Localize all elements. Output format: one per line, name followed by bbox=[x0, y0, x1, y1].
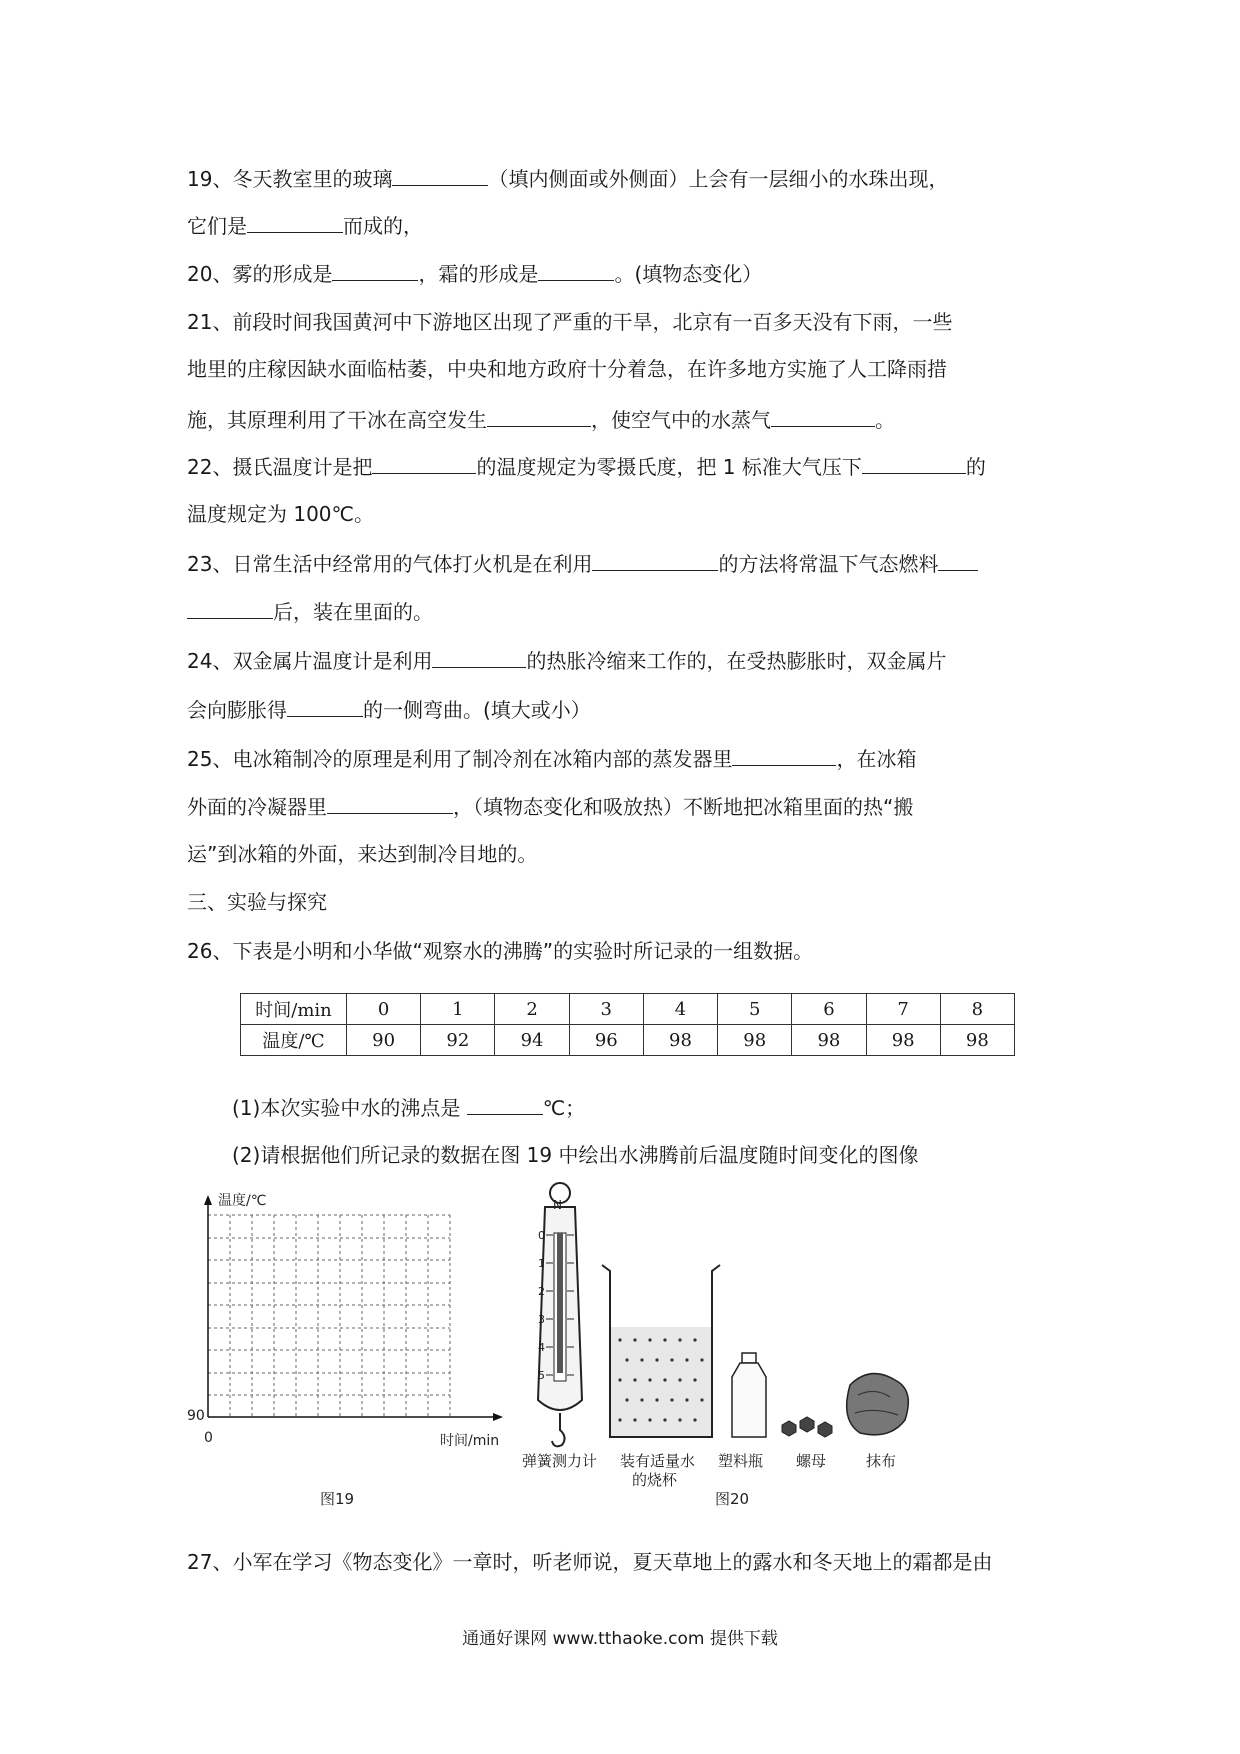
table-cell: 94 bbox=[495, 1025, 569, 1056]
scale-tick: 1 bbox=[538, 1257, 545, 1270]
scale-tick: 3 bbox=[538, 1313, 545, 1326]
table-cell: 90 bbox=[347, 1025, 421, 1056]
table-row-time bbox=[241, 994, 1015, 1025]
answer-blank[interactable] bbox=[332, 258, 418, 281]
q20-line: 20、雾的形成是 ，霜的形成是 。(填物态变化） bbox=[187, 258, 762, 288]
table-cell: 3 bbox=[569, 994, 643, 1025]
page-footer: 通通好课网 www.tthaoke.com 提供下载 bbox=[462, 1629, 778, 1649]
table-cell: 6 bbox=[792, 994, 866, 1025]
boiling-data-table bbox=[240, 993, 1015, 1056]
answer-blank[interactable] bbox=[187, 596, 273, 619]
scale-tick: 2 bbox=[538, 1285, 545, 1298]
figure-20-apparatus bbox=[510, 1175, 930, 1465]
table-cell: 98 bbox=[792, 1025, 866, 1056]
q23-line2: 后，装在里面的。 bbox=[187, 596, 433, 626]
q21-line1: 21、前段时间我国黄河中下游地区出现了严重的干旱，北京有一百多天没有下雨，一些 bbox=[187, 310, 953, 334]
table-cell: 98 bbox=[643, 1025, 717, 1056]
answer-blank[interactable] bbox=[467, 1092, 543, 1115]
section-heading: 三、实验与探究 bbox=[187, 890, 327, 914]
table-cell: 4 bbox=[643, 994, 717, 1025]
answer-blank[interactable] bbox=[771, 404, 875, 427]
q19-line2: 它们是 而成的， bbox=[187, 210, 423, 240]
answer-blank[interactable] bbox=[327, 791, 453, 814]
answer-blank[interactable] bbox=[372, 451, 476, 474]
fig19-xlabel: 时间/min bbox=[440, 1433, 500, 1449]
cloth-icon bbox=[847, 1374, 909, 1435]
answer-blank[interactable] bbox=[392, 163, 488, 186]
scale-unit-label: N bbox=[553, 1198, 562, 1212]
q24-line2: 会向膨胀得 的一侧弯曲。(填大或小） bbox=[187, 694, 591, 724]
table-cell: 8 bbox=[940, 994, 1014, 1025]
scale-tick: 4 bbox=[538, 1341, 545, 1354]
table-header-temp: 温度/℃ bbox=[241, 1025, 347, 1056]
nut-label: 螺母 bbox=[796, 1452, 827, 1470]
q25-line1: 25、电冰箱制冷的原理是利用了制冷剂在冰箱内部的蒸发器里 ，在冰箱 bbox=[187, 743, 916, 773]
table-cell: 2 bbox=[495, 994, 569, 1025]
beaker-label-line2: 的烧杯 bbox=[632, 1471, 678, 1489]
plastic-bottle-icon bbox=[732, 1353, 766, 1437]
answer-blank[interactable] bbox=[938, 548, 978, 571]
q26-sub2: (2)请根据他们所记录的数据在图 19 中绘出水沸腾前后温度随时间变化的图像 bbox=[232, 1143, 919, 1167]
table-cell: 98 bbox=[718, 1025, 792, 1056]
q22-line2: 温度规定为 100℃。 bbox=[187, 502, 374, 526]
table-cell: 92 bbox=[421, 1025, 495, 1056]
scale-tick: 0 bbox=[538, 1229, 545, 1242]
answer-blank[interactable] bbox=[538, 258, 614, 281]
fig19-y-origin: 90 bbox=[187, 1408, 205, 1424]
answer-blank[interactable] bbox=[487, 404, 591, 427]
beaker-icon bbox=[602, 1265, 720, 1437]
answer-blank[interactable] bbox=[247, 210, 343, 233]
q26-sub1: (1)本次实验中水的沸点是 ℃； bbox=[232, 1092, 585, 1122]
scale-tick: 5 bbox=[538, 1369, 545, 1382]
fig20-caption: 图20 bbox=[715, 1490, 750, 1508]
q25-line3: 运”到冰箱的外面，来达到制冷目地的。 bbox=[187, 842, 538, 866]
q27-line1: 27、小军在学习《物态变化》一章时，听老师说，夏天草地上的露水和冬天地上的霜都是由 bbox=[187, 1550, 993, 1574]
answer-blank[interactable] bbox=[732, 743, 836, 766]
answer-blank[interactable] bbox=[432, 645, 526, 668]
cloth-label: 抹布 bbox=[866, 1452, 897, 1470]
spring-scale-label: 弹簧测力计 bbox=[522, 1452, 598, 1470]
beaker-label-line1: 装有适量水 bbox=[620, 1452, 696, 1470]
fig19-ylabel: 温度/℃ bbox=[218, 1193, 267, 1209]
q25-line2: 外面的冷凝器里 ，（填物态变化和吸放热）不断地把冰箱里面的热“搬 bbox=[187, 791, 913, 821]
table-cell: 96 bbox=[569, 1025, 643, 1056]
q24-line1: 24、双金属片温度计是利用 的热胀冷缩来工作的，在受热膨胀时，双金属片 bbox=[187, 645, 946, 675]
table-cell: 1 bbox=[421, 994, 495, 1025]
fig19-caption: 图19 bbox=[320, 1490, 355, 1508]
x-axis-arrow-icon bbox=[493, 1413, 503, 1421]
answer-blank[interactable] bbox=[592, 548, 718, 571]
table-cell: 98 bbox=[940, 1025, 1014, 1056]
table-row-temp bbox=[241, 1025, 1015, 1056]
table-cell: 0 bbox=[347, 994, 421, 1025]
table-cell: 98 bbox=[866, 1025, 940, 1056]
q23-line1: 23、日常生活中经常用的气体打火机是在利用 的方法将常温下气态燃料 bbox=[187, 548, 978, 578]
table-cell: 7 bbox=[866, 994, 940, 1025]
y-axis-arrow-icon bbox=[204, 1195, 212, 1205]
q22-line1: 22、摄氏温度计是把 的温度规定为零摄氏度，把 1 标准大气压下 的 bbox=[187, 451, 986, 481]
answer-blank[interactable] bbox=[862, 451, 966, 474]
q21-line2: 地里的庄稼因缺水面临枯萎，中央和地方政府十分着急，在许多地方实施了人工降雨措 bbox=[187, 357, 947, 381]
fig19-x-origin: 0 bbox=[204, 1430, 213, 1446]
answer-blank[interactable] bbox=[287, 694, 363, 717]
figure-19-grid bbox=[185, 1195, 515, 1455]
table-header-time: 时间/min bbox=[241, 994, 347, 1025]
table-cell: 5 bbox=[718, 994, 792, 1025]
bottle-label: 塑料瓶 bbox=[718, 1452, 764, 1470]
q21-line3: 施，其原理利用了干冰在高空发生 ，使空气中的水蒸气 。 bbox=[187, 404, 895, 434]
q19-line1: 19、冬天教室里的玻璃 （填内侧面或外侧面）上会有一层细小的水珠出现， bbox=[187, 163, 948, 193]
q26-intro: 26、下表是小明和小华做“观察水的沸腾”的实验时所记录的一组数据。 bbox=[187, 939, 814, 963]
nut-icon bbox=[782, 1417, 832, 1437]
grid-lines bbox=[208, 1215, 450, 1417]
